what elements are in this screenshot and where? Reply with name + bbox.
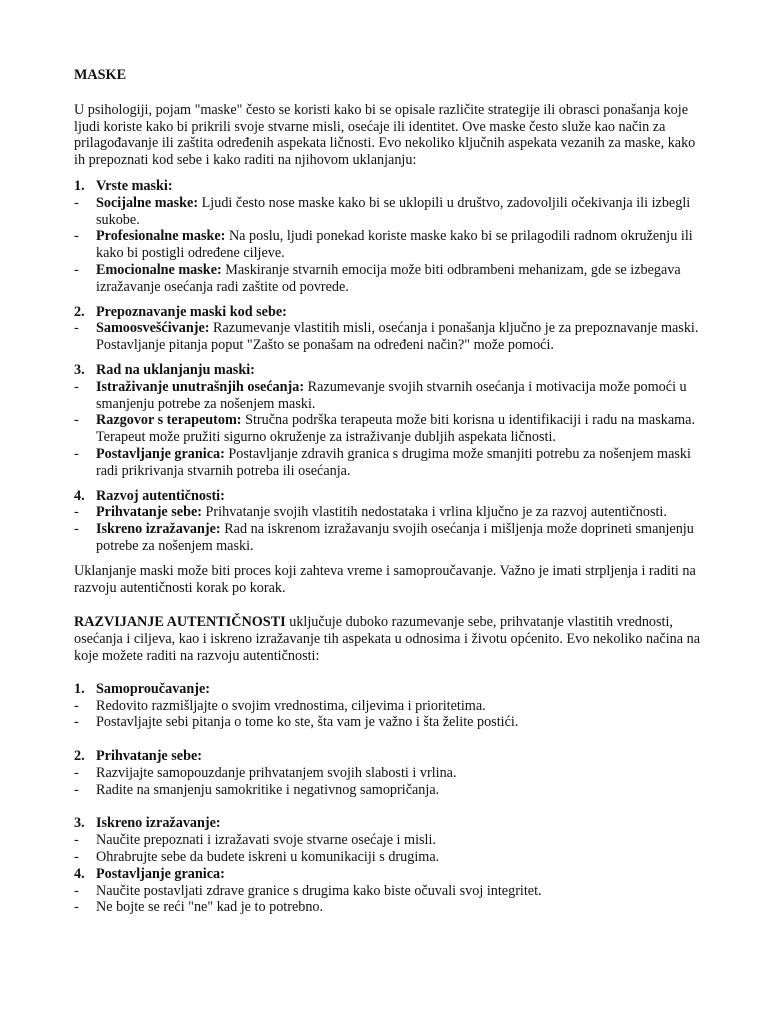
section-iskreno-izrazavanje: 3. Iskreno izražavanje: - Naučite prepoznati i izražavati svoje stvarne osećaje i misli. - Ohrabrujte sebe da budete iskreni u komunikaciji s drugima. (74, 815, 704, 865)
intro-paragraph: U psihologiji, pojam "maske" često se koristi kako bi se opisale različite strategije ili obrasci ponašanja koje ljudi koriste kako bi prikrili svoje stvarne misli, osećaje ili identitet. Ove maske često služe kao način za prilagođavanje ili zaštita određenih aspekata ličnosti. Evo nekoliko ključnih aspekata vezanih za maske, kako ih prepoznati kod sebe i kako raditi na njihovom uklanjanju: (74, 101, 696, 169)
section-heading: Samoproučavanje: (96, 680, 211, 697)
list-item: - Redovito razmišljajte o svojim vrednostima, ciljevima i prioritetima. (74, 697, 486, 714)
list-item: - Ohrabrujte sebe da budete iskreni u komunikaciji s drugima. (74, 849, 440, 866)
list-item: - Ne bojte se reći "ne" kad je to potrebno. (74, 899, 324, 916)
list-item: - Naučite prepoznati i izražavati svoje stvarne osećaje i misli. (74, 832, 436, 849)
section-heading: Rad na uklanjanju maski: (96, 361, 255, 378)
section-number: 2. (74, 303, 85, 320)
section-number: 3. (74, 361, 85, 378)
section-heading: Vrste maski: (96, 177, 173, 194)
autenticnost-heading: RAZVIJANJE AUTENTIČNOSTI (74, 614, 286, 631)
closing-paragraph: Uklanjanje maski može biti proces koji zahteva vreme i samoproučavanje. Važno je imati strpljenja i raditi na razvoju autentičnosti korak po korak. (74, 562, 696, 596)
list-item: - Samoosvešćivanje: Razumevanje vlastitih misli, osećanja i ponašanja ključno je za prepoznavanje maski. Postavljanje pitanja poput "Zašto se ponašam na određeni način?" može pomoći. (74, 320, 699, 354)
section-prepoznavanje (74, 304, 704, 354)
section-heading: Razvoj autentičnosti: (96, 487, 225, 504)
list-item: - Socijalne maske: Ljudi često nose maske kako bi se uklopili u društvo, zadovoljili očekivanja ili izbegli sukobe. (74, 194, 691, 228)
list-item: - Postavljanje granica: Postavljanje zdravih granica s drugima može smanjiti potrebu za nošenjem maski radi prikrivanja stvarnih potreba ili osećanja. (74, 445, 691, 479)
list-item: - Istraživanje unutrašnjih osećanja: Razumevanje svojih stvarnih osećanja i motivacija može pomoći u smanjenju potrebe za nošenjem maski. (74, 378, 687, 412)
section-heading: Postavljanje granica: (96, 865, 225, 882)
document-title: MASKE (74, 67, 127, 83)
list-item: - Razvijajte samopouzdanje prihvatanjem svojih slabosti i vrlina. (74, 764, 457, 781)
document-body (74, 67, 704, 916)
section-vrste-maski (74, 178, 704, 296)
section-samoproucavanje: 1. Samoproučavanje: - Redovito razmišljajte o svojim vrednostima, ciljevima i prioritetima. - Postavljajte sebi pitanja o tome ko ste, šta vam je važno i šta želite postići. (74, 681, 704, 731)
section-razvoj-autenticnosti (74, 488, 704, 555)
section-number: 4. (74, 487, 85, 504)
list-item: - Emocionalne maske: Maskiranje stvarnih emocija može biti odbrambeni mehanizam, gde se izbegava izražavanje osećanja radi zaštite od povrede. (74, 261, 681, 295)
list-item: - Naučite postavljati zdrave granice s drugima kako biste očuvali svoj integritet. (74, 882, 542, 899)
section-heading: Prepoznavanje maski kod sebe: (96, 303, 287, 320)
list-item: - Iskreno izražavanje: Rad na iskrenom izražavanju svojih osećanja i mišljenja može doprineti smanjenju potrebe za nošenjem maski. (74, 521, 694, 554)
section-heading: Iskreno izražavanje: (96, 815, 221, 832)
section-heading: Prihvatanje sebe: (96, 748, 202, 765)
list-item: - Postavljajte sebi pitanja o tome ko ste, šta vam je važno i šta želite postići. (74, 714, 519, 731)
section-number: 1. (74, 177, 85, 194)
list-item: - Razgovor s terapeutom: Stručna podrška terapeuta može biti korisna u identifikaciji i radu na maskama. Terapeut može pružiti sigurno okruženje za istraživanje dubljih aspekata ličnosti. (74, 412, 695, 446)
list-item: - Profesionalne maske: Na poslu, ljudi ponekad koriste maske kako bi se prilagodili radnom okruženju ili kako bi postigli određene ciljeve. (74, 228, 693, 262)
section-postavljanje-granica: 4. Postavljanje granica: - Naučite postavljati zdrave granice s drugima kako biste očuvali svoj integritet. - Ne bojte se reći "ne" kad je to potrebno. (74, 866, 704, 916)
autenticnost-paragraph: RAZVIJANJE AUTENTIČNOSTI uključuje duboko razumevanje sebe, prihvatanje vlastitih vrednosti, osećanja i ciljeva, kao i iskreno izražavanje tih aspekata u odnosima i životu općenito. Evo nekoliko načina na koje možete raditi na razvoju autentičnosti: (74, 614, 701, 664)
autenticnost-list (74, 681, 704, 917)
section-prihvatanje-sebe: 2. Prihvatanje sebe: - Razvijajte samopouzdanje prihvatanjem svojih slabosti i vrlina. - Radite na smanjenju samokritike i negativnog samopričanja. (74, 748, 704, 798)
list-item: - Prihvatanje sebe: Prihvatanje svojih vlastitih nedostataka i vrlina ključno je za razvoj autentičnosti. (74, 504, 667, 521)
list-item: - Radite na smanjenju samokritike i negativnog samopričanja. (74, 781, 440, 798)
section-rad-na-uklanjanju (74, 362, 704, 480)
